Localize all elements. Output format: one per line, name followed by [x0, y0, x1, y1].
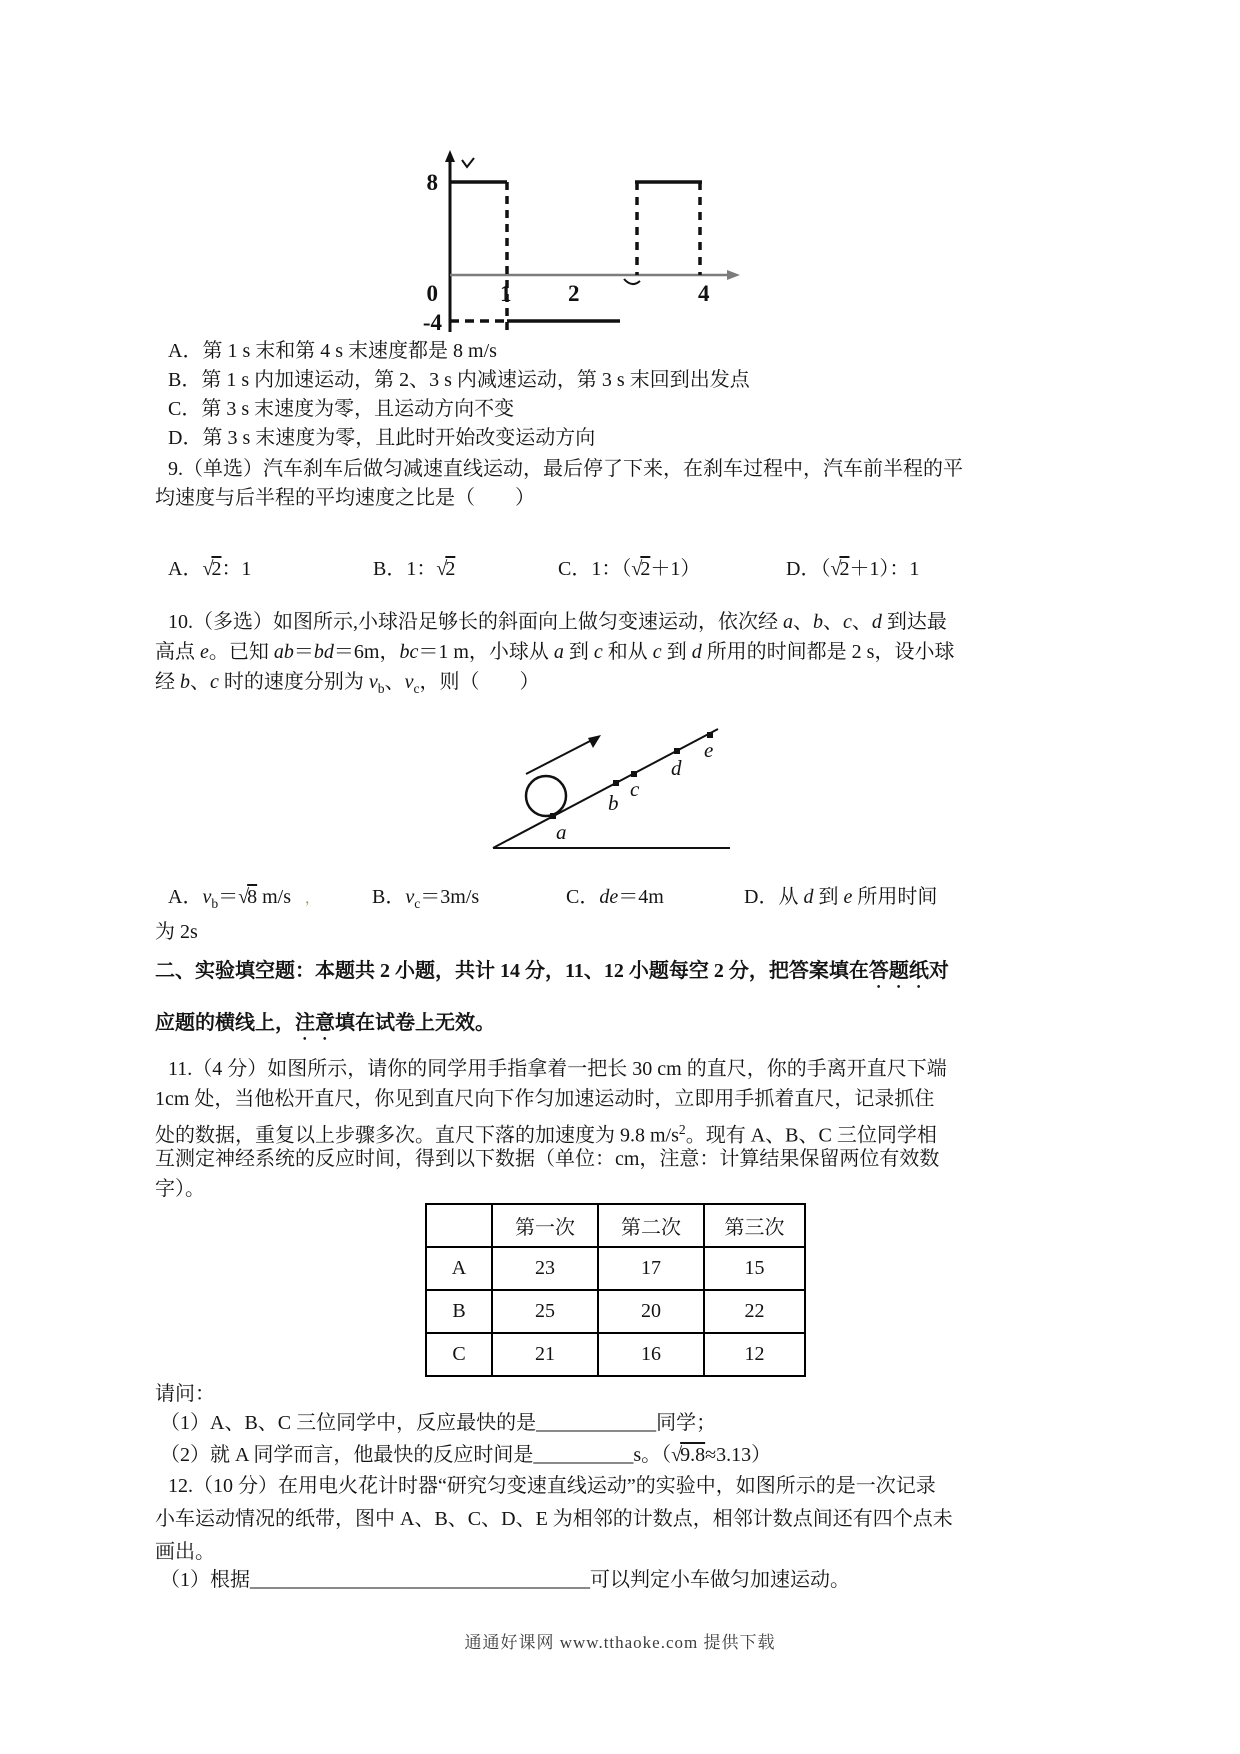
- q9-option-d: D．（√2＋1）：1: [786, 558, 920, 580]
- cell-value: 23: [492, 1247, 598, 1290]
- q12-blank1-line: （1）根据__________________________________可以判定小车做匀加速运动。: [160, 1569, 850, 1591]
- q10-text-line1: 10.（多选）如图所示,小球沿足够长的斜面向上做匀变速运动，依次经 a、b、c、d 到达最: [168, 611, 947, 633]
- table-header-trial2: 第二次: [598, 1204, 704, 1247]
- table-row: [426, 1290, 805, 1333]
- q12-text-line1: 12.（10 分）在用电火花计时器“研究匀变速直线运动”的实验中，如图所示的是一次记录: [168, 1475, 936, 1497]
- graph-xlabel-1: 1: [500, 281, 512, 306]
- graph-ylabel-neg4: -4: [422, 310, 442, 335]
- q11-text-line3: 处的数据，重复以上步骤多次。直尺下落的加速度为 9.8 $m/s^2$。现有 A、B、C 三位同学相: [155, 1122, 937, 1147]
- cell-value: 16: [598, 1333, 704, 1376]
- q9-option-a: A．√2：1: [168, 558, 252, 580]
- q10-text-line2: 高点 e。已知 ab＝bd＝6m，bc＝1 m，小球从 a 到 c 和从 c 到 d 所用的时间都是 2 s，设小球: [155, 641, 955, 663]
- q8-option-c: C．第 3 s 末速度为零，且运动方向不变: [168, 398, 515, 420]
- q9-text-line2: 均速度与后半程的平均速度之比是（ ）: [155, 487, 535, 509]
- sqrt-expression: √2: [631, 558, 651, 580]
- cell-value: 21: [492, 1333, 598, 1376]
- table-header-trial3: 第三次: [704, 1204, 805, 1247]
- table-row: [426, 1247, 805, 1290]
- sqrt-expression: √2: [830, 558, 850, 580]
- sqrt-expression: √8: [238, 886, 258, 908]
- incline-label-e: e: [704, 738, 714, 762]
- q10-text-line3: 经 b、c 时的速度分别为 $v_b$、$v_c$，则（ ）: [155, 671, 540, 696]
- q11-text-line2: 1cm 处，当他松开直尺，你见到直尺向下作匀加速运动时，立即用手抓着直尺，记录抓住: [155, 1088, 935, 1110]
- q9-option-c: C．1：（√2＋1）: [558, 558, 701, 580]
- ball: [526, 776, 566, 816]
- footer-text: 通通好课网 www.tthaoke.com 提供下载: [464, 1633, 776, 1652]
- point-d-dot: [674, 748, 680, 754]
- q9-text-line1: 9.（单选）汽车刹车后做匀减速直线运动，最后停了下来，在刹车过程中，汽车前半程的平: [168, 458, 963, 480]
- axis-pen-mark: [462, 158, 474, 167]
- sqrt-expression: √2: [202, 558, 222, 580]
- q8-option-b: B．第 1 s 内加速运动，第 2、3 s 内减速运动，第 3 s 末回到出发点: [168, 369, 750, 391]
- q9-options-row: [0, 548, 1240, 590]
- graph-ylabel-8: 8: [426, 170, 438, 195]
- q11-text-line1: 11.（4 分）如图所示，请你的同学用手指拿着一把长 30 cm 的直尺，你的手离开直尺下端: [168, 1058, 947, 1080]
- q11-blank1-line: （1）A、B、C 三位同学中，反应最快的是____________同学；: [160, 1412, 717, 1434]
- section2-heading-line2: 应题的横线上，注意填在试卷上无效。: [155, 1012, 495, 1034]
- point-b-dot: [613, 780, 619, 786]
- q11-text-line4: 互测定神经系统的反应时间，得到以下数据（单位：cm，注意：计算结果保留两位有效数: [155, 1148, 940, 1170]
- y-axis-arrowhead: [445, 150, 455, 162]
- row-label: C: [426, 1333, 492, 1376]
- q11-blank2-line: （2）就 A 同学而言，他最快的反应时间是__________s。（√9.8≈3.13）: [160, 1444, 772, 1466]
- reaction-time-table: [425, 1203, 806, 1377]
- q8-option-d: D．第 3 s 末速度为零，且此时开始改变运动方向: [168, 427, 596, 449]
- velocity-time-graph: [370, 148, 760, 340]
- cell-value: 25: [492, 1290, 598, 1333]
- row-label: B: [426, 1290, 492, 1333]
- q8-option-a: A．第 1 s 末和第 4 s 末速度都是 8 m/s: [168, 340, 497, 362]
- q10-option-a: A．$v_b=√8$ m/s ，: [168, 886, 320, 911]
- table-header-trial1: 第一次: [492, 1204, 598, 1247]
- table-row: [426, 1333, 805, 1376]
- q10-option-d-continuation: 为 2s: [155, 921, 198, 943]
- cell-value: 17: [598, 1247, 704, 1290]
- incline-label-d: d: [671, 756, 682, 780]
- q11-text-line5: 字）。: [155, 1178, 205, 1200]
- table-header-row: [426, 1204, 805, 1247]
- incline-label-b: b: [608, 791, 619, 815]
- incline-label-a: a: [556, 820, 567, 844]
- q10-option-b: B．$v_c=3m/s$: [372, 886, 480, 911]
- sqrt-expression: √2: [436, 558, 456, 580]
- cell-value: 12: [704, 1333, 805, 1376]
- cell-value: 15: [704, 1247, 805, 1290]
- motion-arrowhead: [588, 735, 601, 748]
- x-axis-arrowhead: [727, 270, 740, 280]
- graph-xlabel-4: 4: [698, 281, 710, 306]
- q10-option-c: C．de＝4m: [566, 886, 664, 908]
- q9-option-b: B．1：√2: [373, 558, 456, 580]
- incline-diagram: [468, 722, 758, 864]
- cell-value: 20: [598, 1290, 704, 1333]
- axis-break-mark: [624, 279, 640, 284]
- cell-value: 22: [704, 1290, 805, 1333]
- table-header-blank: [426, 1204, 492, 1247]
- graph-xlabel-2: 2: [568, 281, 580, 306]
- q12-text-line3: 画出。: [155, 1541, 215, 1563]
- graph-origin-label: 0: [426, 281, 438, 306]
- section2-heading-line1: 二、实验填空题：本题共 2 小题，共计 14 分，11、12 小题每空 2 分，把答案填在答题纸对: [155, 960, 949, 982]
- incline-label-c: c: [630, 777, 640, 801]
- motion-arrow: [526, 739, 594, 774]
- sqrt-expression: √9.8: [671, 1444, 706, 1466]
- q10-option-d: D．从 d 到 e 所用时间: [744, 886, 938, 908]
- row-label: A: [426, 1247, 492, 1290]
- q12-text-line2: 小车运动情况的纸带，图中 A、B、C、D、E 为相邻的计数点，相邻计数点间还有四个点未: [155, 1508, 953, 1530]
- q11-ask-intro: 请问：: [155, 1383, 215, 1405]
- q10-options-row: [0, 876, 1240, 918]
- point-a-dot: [550, 813, 556, 819]
